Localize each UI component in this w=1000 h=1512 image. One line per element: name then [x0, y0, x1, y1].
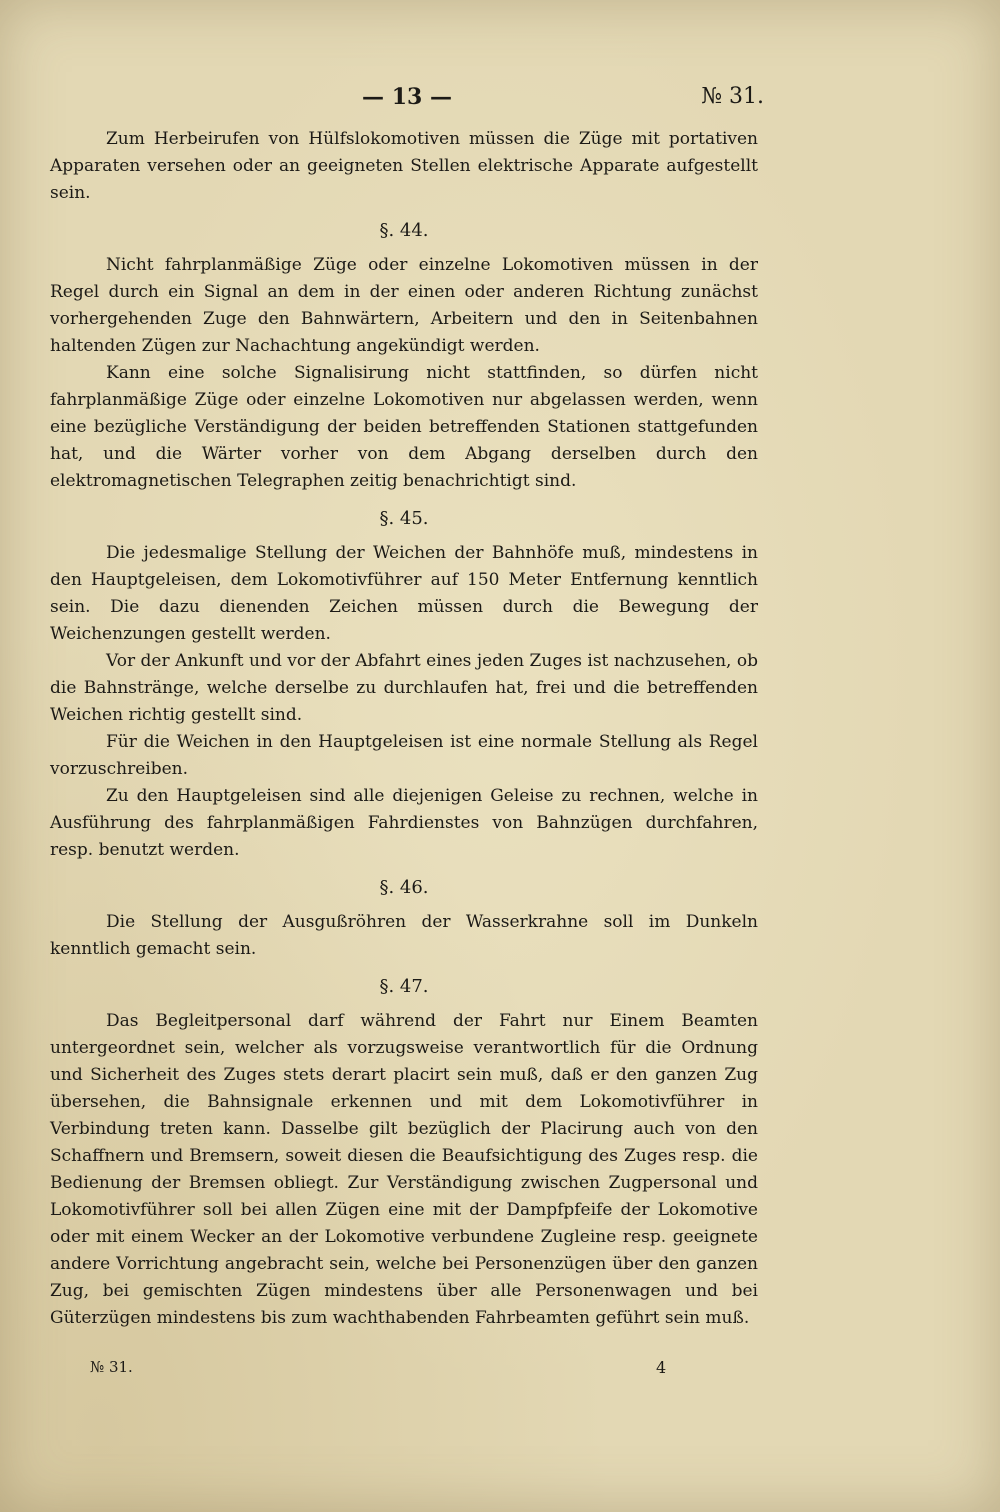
page-footer [0, 1358, 1000, 1388]
paragraph: Vor der Ankunft und vor der Abfahrt eines jeden Zuges ist nachzusehen, ob die Bahnstränge, welche derselbe zu durchlaufen hat, frei und die betreffenden Weichen richtig gestellt sind. [50, 651, 758, 725]
paragraph: Für die Weichen in den Hauptgeleisen ist eine normale Stellung als Regel vorzuschreiben. [50, 732, 758, 779]
paragraph: Die Stellung der Ausgußröhren der Wasserkrahne soll im Dunkeln kenntlich gemacht sein. [50, 912, 758, 959]
section-heading-44: §. 44. [379, 220, 429, 241]
sheet-number: 4 [656, 1358, 667, 1377]
footer-issue-number: № 31. [90, 1358, 133, 1376]
paragraph: Zu den Hauptgeleisen sind alle diejenigen Geleise zu rechnen, welche in Ausführung des fahrplanmäßigen Fahrdienstes von Bahnzügen durchfahren, resp. benutzt werden. [50, 786, 758, 860]
page-header [0, 84, 1000, 118]
paragraph: Die jedesmalige Stellung der Weichen der Bahnhöfe muß, mindestens in den Hauptgeleisen, dem Lokomotivführer auf 150 Meter Entfernung kenntlich sein. Die dazu dienenden Zeichen müssen durch die Bewegung der Weichenzungen gestellt werden. [50, 543, 758, 644]
issue-number: № 31. [701, 84, 764, 109]
page-number: — 13 — [362, 84, 452, 110]
paragraph: Kann eine solche Signalisirung nicht stattfinden, so dürfen nicht fahrplanmäßige Züge oder einzelne Lokomotiven nur abgelassen werden, wenn eine bezügliche Verständigung der beiden betreffenden Stationen stattgefunden hat, und die Wärter vorher von dem Abgang derselben durch den elektromagnetischen Telegraphen zeitig benachrichtigt sind. [50, 363, 758, 491]
paragraph: Nicht fahrplanmäßige Züge oder einzelne Lokomotiven müssen in der Regel durch ein Signal an dem in der einen oder anderen Richtung zunächst vorhergehenden Zuge den Bahnwärtern, Arbeitern und den in Seitenbahnen haltenden Zügen zur Nachachtung angekündigt werden. [50, 255, 758, 356]
section-heading-45: §. 45. [379, 508, 429, 529]
paragraph: Zum Herbeirufen von Hülfslokomotiven müssen die Züge mit portativen Apparaten versehen oder an geeigneten Stellen elektrische Apparate aufgestellt sein. [50, 129, 758, 203]
body-text [50, 126, 758, 1332]
section-heading-46: §. 46. [379, 877, 429, 898]
section-heading-47: §. 47. [379, 976, 429, 997]
paragraph: Das Begleitpersonal darf während der Fahrt nur Einem Beamten untergeordnet sein, welcher als vorzugsweise verantwortlich für die Ordnung und Sicherheit des Zuges stets derart placirt sein muß, daß er den ganzen Zug übersehen, die Bahnsignale erkennen und mit dem Lokomotivführer in Verbindung treten kann. Dasselbe gilt bezüglich der Placirung auch von den Schaffnern und Bremsern, soweit diesen die Beaufsichtigung des Zuges resp. die Bedienung der Bremsen obliegt. Zur Verständigung zwischen Zugpersonal und Lokomotivführer soll bei allen Zügen eine mit der Dampfpfeife der Lokomotive oder mit einem Wecker an der Lokomotive verbundene Zugleine resp. geeignete andere Vorrichtung angebracht sein, welche bei Personenzügen über den ganzen Zug, bei gemischten Zügen mindestens über alle Personenwagen und bei Güterzügen mindestens bis zum wachthabenden Fahrbeamten geführt sein muß. [50, 1011, 758, 1328]
